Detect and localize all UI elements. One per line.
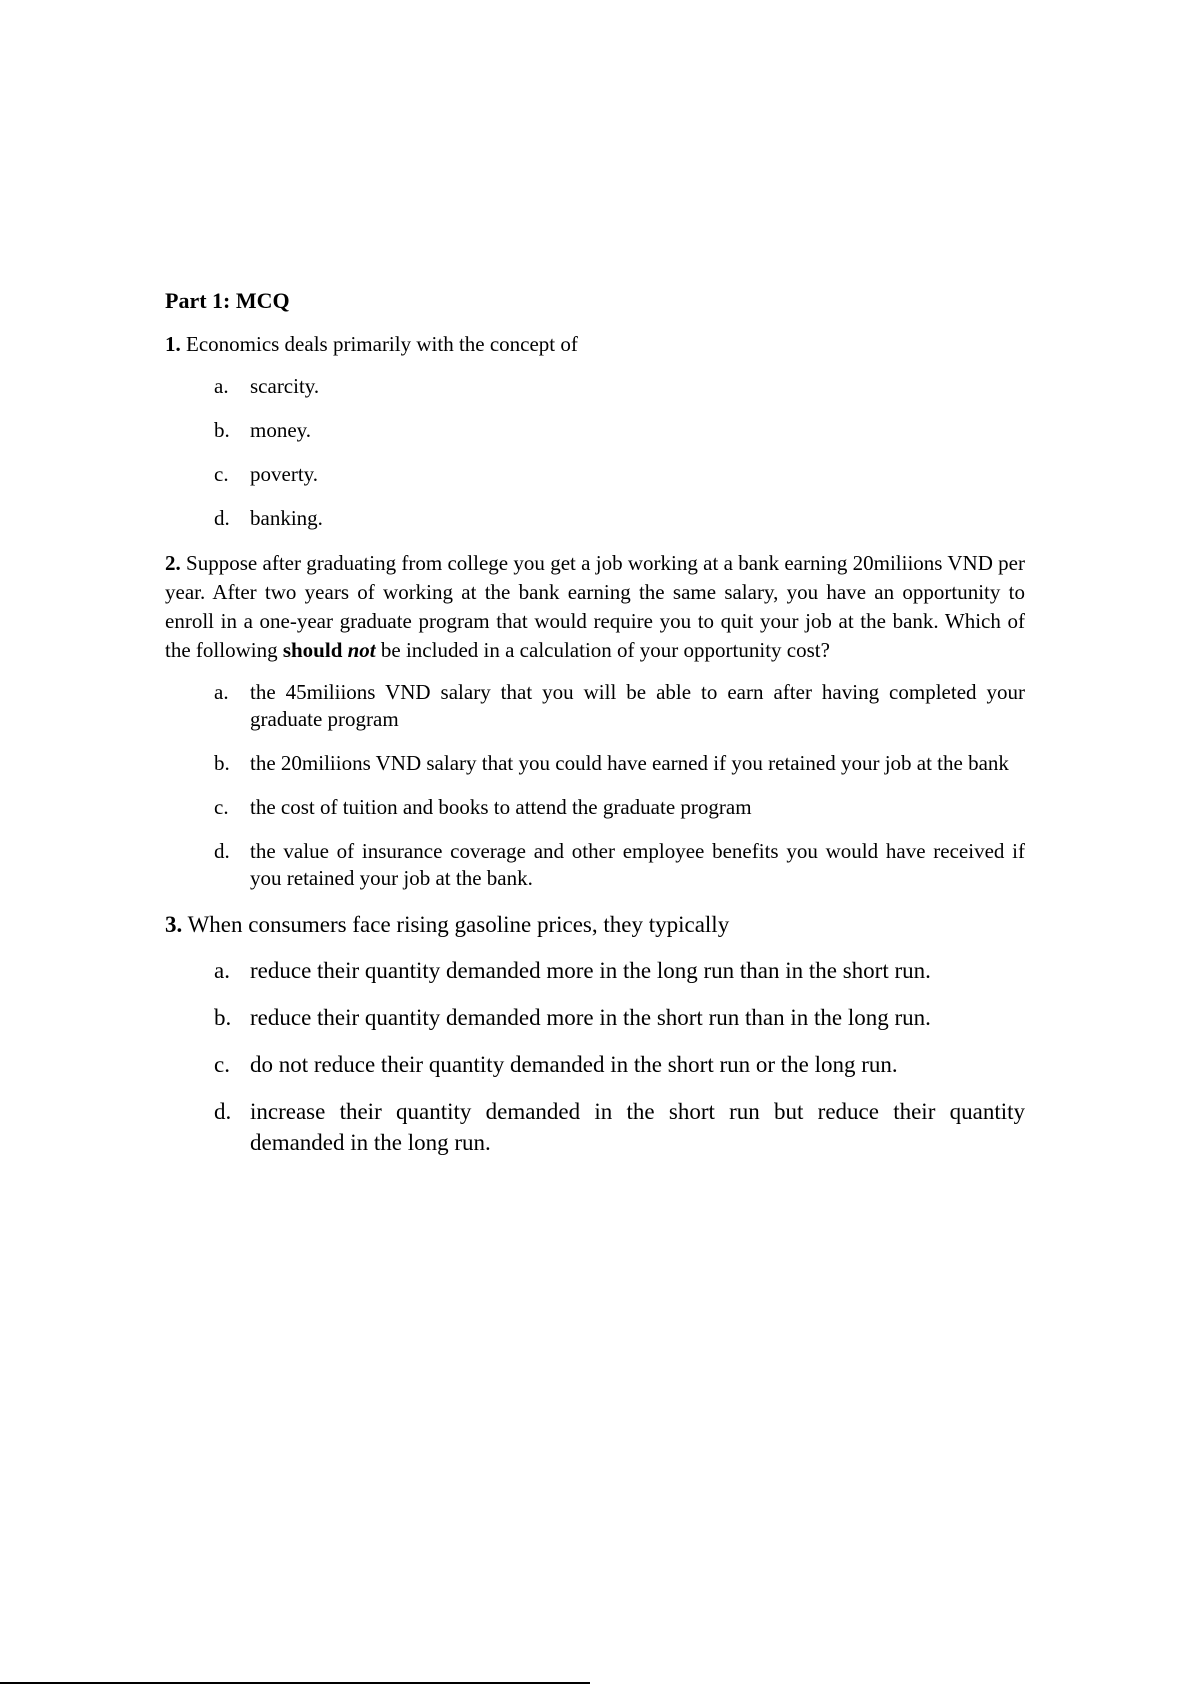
option-a xyxy=(165,955,1025,986)
option-text: the value of insurance coverage and other employee benefits you would have received if you retained your job at the bank. xyxy=(250,839,1025,890)
question-1-options xyxy=(165,373,1025,532)
question-3-options xyxy=(165,955,1025,1158)
emphasis-not: not xyxy=(347,638,376,662)
part-title: Part 1: MCQ xyxy=(165,288,290,313)
option-text: poverty. xyxy=(250,462,319,486)
option-letter: a. xyxy=(214,680,229,704)
option-text: reduce their quantity demanded more in the long run than in the short run. xyxy=(250,958,931,983)
option-letter: a. xyxy=(214,374,229,398)
option-c xyxy=(165,461,1025,488)
option-a xyxy=(165,679,1025,733)
option-text: reduce their quantity demanded more in the short run than in the long run. xyxy=(250,1005,931,1030)
option-c xyxy=(165,794,1025,821)
option-text: the 20miliions VND salary that you could have earned if you retained your job at the bank xyxy=(250,751,1009,775)
question-text-end: be included in a calculation of your opportunity cost? xyxy=(380,638,830,662)
option-text: banking. xyxy=(250,506,323,530)
question-1 xyxy=(165,330,1025,359)
option-b xyxy=(165,750,1025,777)
option-letter: c. xyxy=(214,795,229,819)
option-letter: b. xyxy=(214,751,230,775)
emphasis-should: should xyxy=(282,638,343,662)
question-text: When consumers face rising gasoline prices, they typically xyxy=(187,912,730,937)
option-d xyxy=(165,1096,1025,1158)
option-b xyxy=(165,417,1025,444)
option-d xyxy=(165,505,1025,532)
option-letter: b. xyxy=(214,418,230,442)
option-letter: d. xyxy=(214,1099,232,1124)
option-text: the 45miliions VND salary that you will be able to earn after having completed your graduate program xyxy=(250,680,1025,731)
question-2-options xyxy=(165,679,1025,892)
option-letter: d. xyxy=(214,506,230,530)
question-number: 3. xyxy=(165,912,183,937)
footer-rule xyxy=(0,1682,590,1684)
option-letter: c. xyxy=(214,1052,230,1077)
option-text: money. xyxy=(250,418,312,442)
option-b xyxy=(165,1002,1025,1033)
option-d xyxy=(165,838,1025,892)
question-number: 2. xyxy=(165,551,181,575)
question-3 xyxy=(165,909,1025,941)
option-text: do not reduce their quantity demanded in the short run or the long run. xyxy=(250,1052,898,1077)
option-c xyxy=(165,1049,1025,1080)
option-letter: b. xyxy=(214,1005,232,1030)
option-text: the cost of tuition and books to attend the graduate program xyxy=(250,795,752,819)
option-letter: a. xyxy=(214,958,230,983)
question-text: Economics deals primarily with the concept of xyxy=(186,332,578,356)
page-content xyxy=(165,286,1025,1174)
question-text-start: Suppose after graduating from college you get a job working at a bank earning 20miliions VND per year. After two years of working at the bank earning the same salary, you have an opportunity to enroll in a one-year graduate program that would require you to quit your job at the bank. Which of the following xyxy=(165,551,1025,662)
question-number: 1. xyxy=(165,332,181,356)
question-2 xyxy=(165,549,1025,665)
option-text: increase their quantity demanded in the short run but reduce their quantity demanded in the long run. xyxy=(250,1099,1025,1155)
option-letter: d. xyxy=(214,839,230,863)
option-a xyxy=(165,373,1025,400)
option-letter: c. xyxy=(214,462,229,486)
option-text: scarcity. xyxy=(250,374,320,398)
